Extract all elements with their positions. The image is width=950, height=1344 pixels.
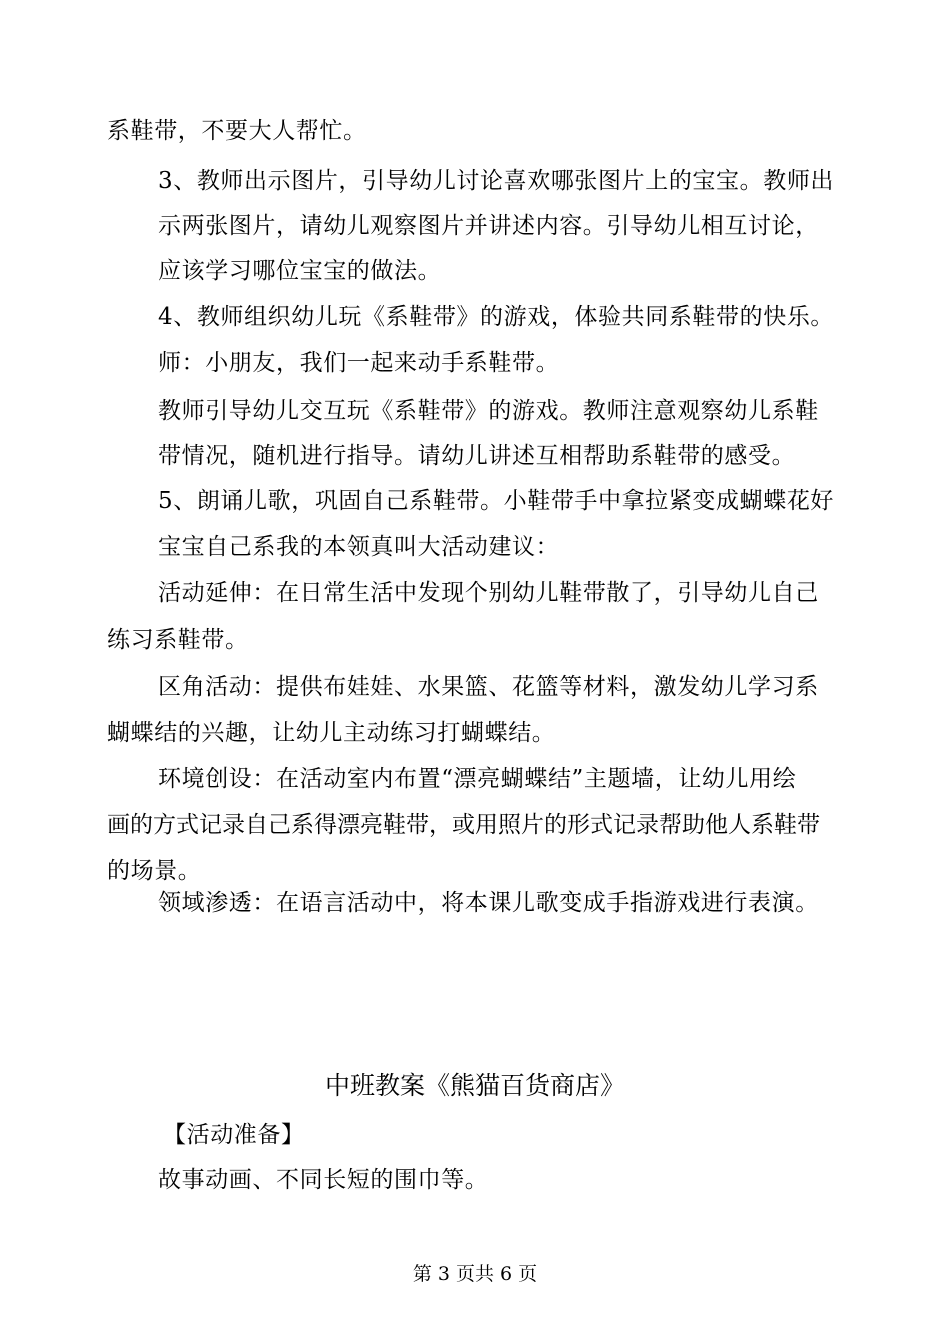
text-line-14: 蝴蝶结的兴趣，让幼儿主动练习打蝴蝶结。 (107, 720, 556, 746)
text-line-11: 活动延伸：在日常生活中发现个别幼儿鞋带散了，引导幼儿自己 (158, 580, 819, 606)
text-line-12: 练习系鞋带。 (107, 627, 249, 653)
text-line-7: 教师引导幼儿交互玩《系鞋带》的游戏。教师注意观察幼儿系鞋 (158, 398, 819, 424)
text-line-1: 系鞋带，不要大人帮忙。 (107, 118, 367, 144)
text-line-18: 领域渗透：在语言活动中，将本课儿歌变成手指游戏进行表演。 (158, 890, 819, 916)
section-body: 故事动画、不同长短的围巾等。 (158, 1167, 489, 1193)
text-line-13: 区角活动：提供布娃娃、水果篮、花篮等材料，激发幼儿学习系 (158, 674, 819, 700)
section-heading: 【活动准备】 (163, 1122, 305, 1148)
text-line-10: 宝宝自己系我的本领真叫大活动建议： (158, 534, 560, 560)
lesson-title: 中班教案《熊猫百货商店》 (324, 1071, 625, 1100)
text-line-3: 示两张图片，请幼儿观察图片并讲述内容。引导幼儿相互讨论， (158, 213, 819, 239)
page-number: 第 3 页共 6 页 (412, 1263, 538, 1285)
text-line-15: 环境创设：在活动室内布置“漂亮蝴蝶结”主题墙，让幼儿用绘 (158, 766, 797, 792)
text-line-6: 师：小朋友，我们一起来动手系鞋带。 (158, 350, 560, 376)
text-line-5: 4、教师组织幼儿玩《系鞋带》的游戏，体验共同系鞋带的快乐。 (158, 304, 835, 330)
text-line-2: 3、教师出示图片，引导幼儿讨论喜欢哪张图片上的宝宝。教师出 (158, 168, 835, 194)
text-line-4: 应该学习哪位宝宝的做法。 (158, 258, 442, 284)
text-line-8: 带情况，随机进行指导。请幼儿讲述互相帮助系鞋带的感受。 (158, 443, 796, 469)
text-line-17: 的场景。 (107, 858, 202, 884)
text-line-9: 5、朗诵儿歌，巩固自己系鞋带。小鞋带手中拿拉紧变成蝴蝶花好 (158, 488, 835, 514)
text-line-16: 画的方式记录自己系得漂亮鞋带，或用照片的形式记录帮助他人系鞋带 (107, 812, 820, 838)
